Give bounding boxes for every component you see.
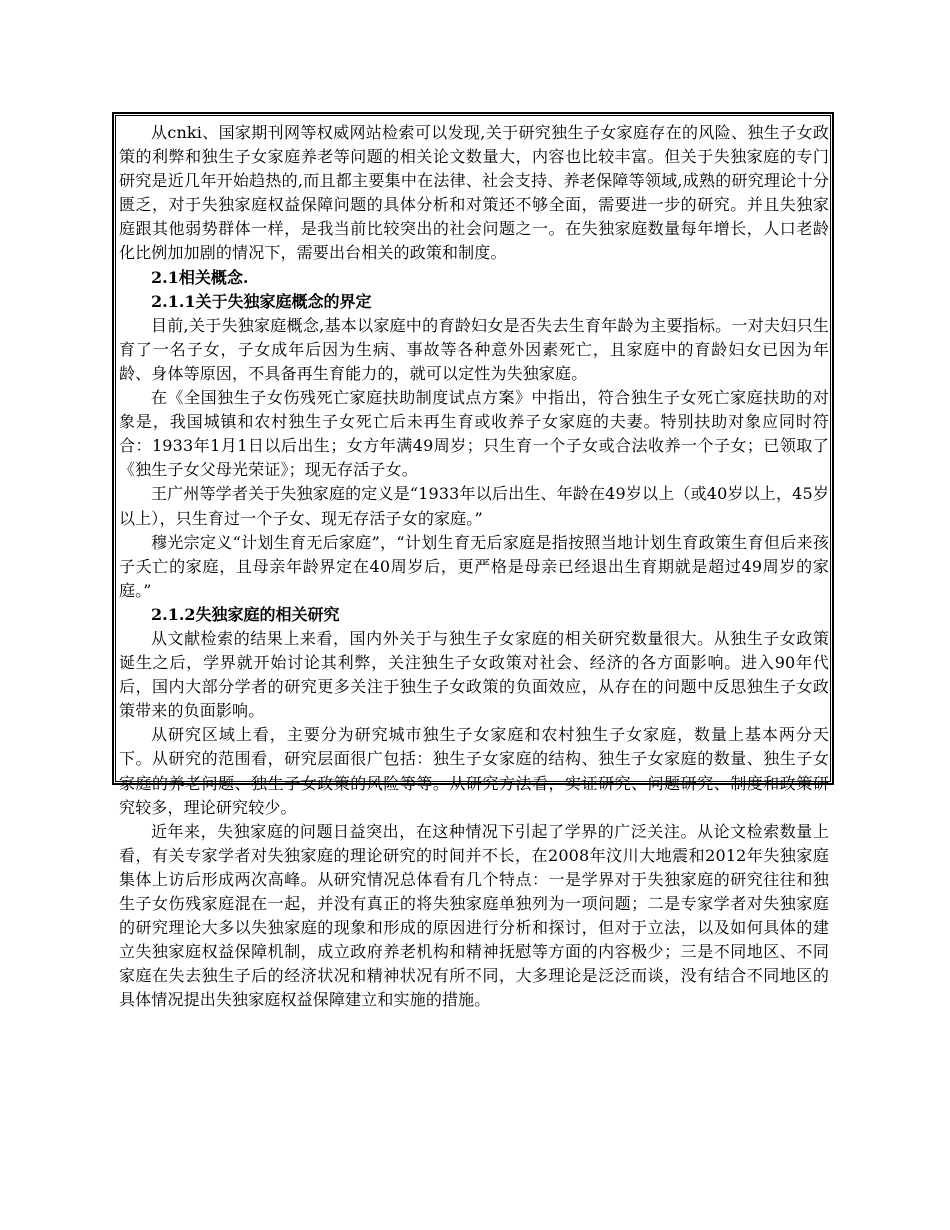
section-heading-2-1-1: 2.1.1关于失独家庭概念的界定 xyxy=(151,291,372,311)
document-body xyxy=(119,121,829,1012)
recent-research-paragraph: 近年来，失独家庭的问题日益突出，在这种情况下引起了学界的广泛关注。从论文检索数量上看，有关专家学者对失独家庭的理论研究的时间并不长，在2008年汶川大地震和2012年失独家庭集体上访后形成两次高峰。从研究情况总体看有几个特点：一是学界对于失独家庭的研究往往和独生子女伤残家庭混在一起，并没有真正的将失独家庭单独列为一项问题；二是专家学者对失独家庭的研究理论大多以失独家庭的现象和形成的原因进行分析和探讨，但对于立法，以及如何具体的建立失独家庭权益保障机制，成立政府养老机构和精神抚慰等方面的内容极少；三是不同地区、不同家庭在失去独生子后的经济状况和精神状况有所不同，大多理论是泛泛而谈，没有结合不同地区的具体情况提出失独家庭权益保障建立和实施的措施。 xyxy=(119,821,829,1010)
text-frame xyxy=(112,112,834,1010)
mu-definition-paragraph: 穆光宗定义“计划生育无后家庭”，“计划生育无后家庭是指按照当地计划生育政策生育但后来孩子夭亡的家庭，且母亲年龄界定在40周岁后，更严格是母亲已经退出生育期就是超过49周岁的家庭。” xyxy=(119,532,829,600)
section-heading-2-1: 2.1相关概念. xyxy=(151,267,249,287)
definition-paragraph: 目前,关于失独家庭概念,基本以家庭中的育龄妇女是否失去生育年龄为主要指标。一对夫妇只生育了一名子女，子女成年后因为生病、事故等各种意外因素死亡，且家庭中的育龄妇女已因为年龄、身体等原因，不具备再生育能力的，就可以定性为失独家庭。 xyxy=(119,315,829,383)
wang-definition-paragraph: 王广州等学者关于失独家庭的定义是“1933年以后出生、年龄在49岁以上（或40岁以上，45岁以上），只生育过一个子女、现无存活子女的家庭。” xyxy=(119,484,829,528)
section-heading-2-1-2: 2.1.2失独家庭的相关研究 xyxy=(151,604,340,624)
intro-paragraph: 从cnki、国家期刊网等权威网站检索可以发现,关于研究独生子女家庭存在的风险、独生子女政策的利弊和独生子女家庭养老等问题的相关论文数量大，内容也比较丰富。但关于失独家庭的专门研究是近几年开始趋热的,而且都主要集中在法律、社会支持、养老保障等领域,成熟的研究理论十分匮乏，对于失独家庭权益保障问题的具体分析和对策还不够全面，需要进一步的研究。并且失独家庭跟其他弱势群体一样，是我当前比较突出的社会问题之一。在失独家庭数量每年增长，人口老龄化比例加加剧的情况下，需要出台相关的政策和制度。 xyxy=(119,123,829,263)
literature-paragraph: 从文献检索的结果上来看，国内外关于与独生子女家庭的相关研究数量很大。从独生子女政策诞生之后，学界就开始讨论其利弊，关注独生子女政策对社会、经济的各方面影响。进入90年代后，国内大部分学者的研究更多关注于独生子女政策的负面效应，从存在的问题中反思独生子女政策带来的负面影响。 xyxy=(119,628,829,721)
policy-paragraph: 在《全国独生子女伤残死亡家庭扶助制度试点方案》中指出，符合独生子女死亡家庭扶助的对象是，我国城镇和农村独生子女死亡后未再生育或收养子女家庭的夫妻。特别扶助对象应同时符合：1933年1月1日以后出生；女方年满49周岁；只生育一个子女或合法收养一个子女；已领取了《独生子女父母光荣证》；现无存活子女。 xyxy=(119,388,829,480)
research-scope-paragraph: 从研究区域上看，主要分为研究城市独生子女家庭和农村独生子女家庭，数量上基本两分天下。从研究的范围看，研究层面很广包括：独生子女家庭的结构、独生子女家庭的数量、独生子女家庭的养老问题、独生子女政策的风险等等。从研究方法看，实证研究、问题研究、制度和政策研究较多，理论研究较少。 xyxy=(119,725,829,817)
